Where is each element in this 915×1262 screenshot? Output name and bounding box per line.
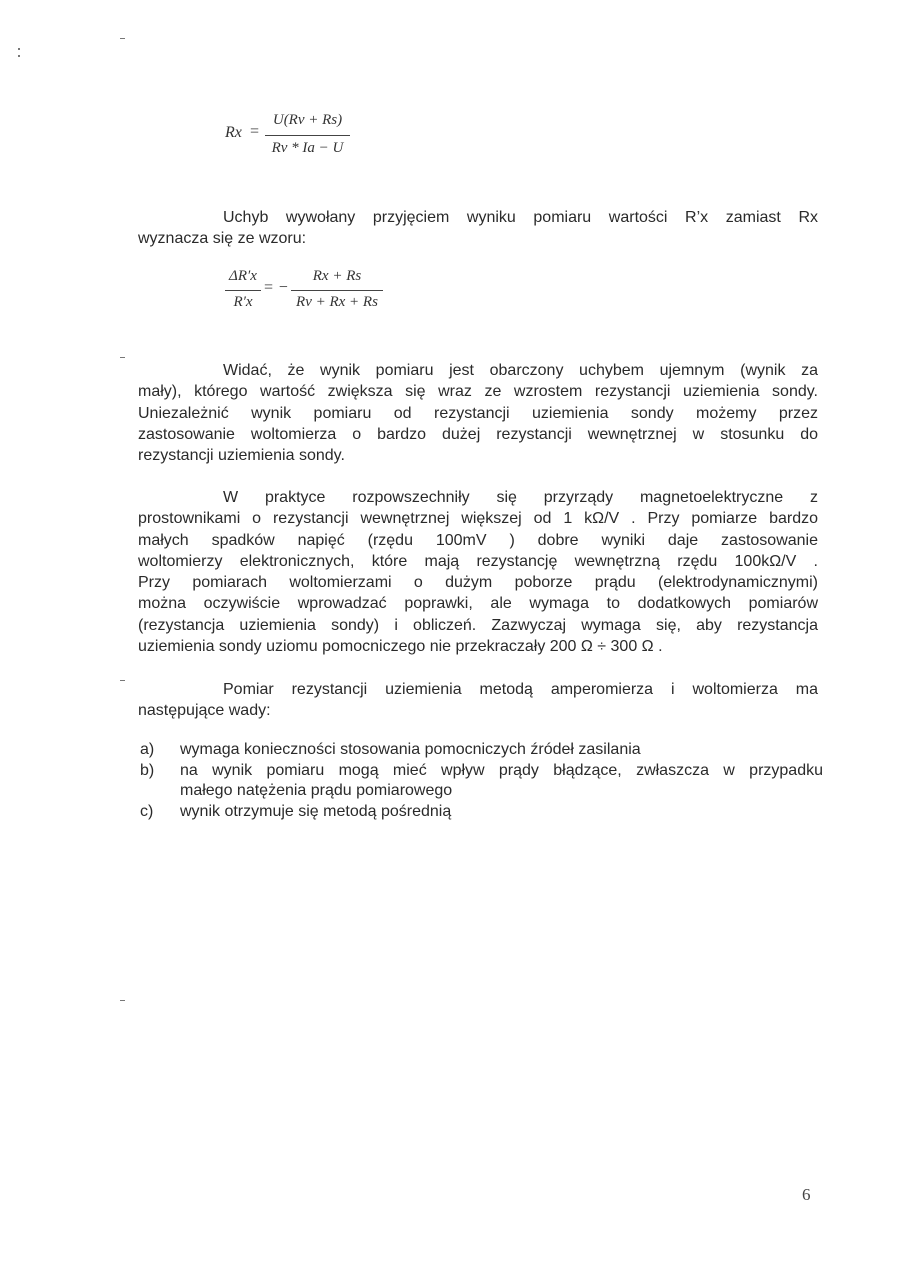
formula-rhs-numerator: Rx + Rs (312, 268, 362, 284)
paragraph-line: (rezystancja uziemienia sondy) i obliczeń. Zazwyczaj wymaga się, aby rezystancja (138, 616, 818, 634)
list-item-text: wynik otrzymuje się metodą pośrednią (180, 803, 452, 820)
formula-rx (225, 112, 365, 162)
list-item-text: małego natężenia prądu pomiarowego (180, 782, 453, 799)
formula-equals: = (249, 123, 260, 140)
fraction-bar (291, 290, 383, 291)
paragraph-line: wyznacza się ze wzoru: (138, 230, 307, 248)
page-number: 6 (802, 1185, 811, 1204)
paragraph-line: następujące wady: (138, 702, 271, 720)
paragraph-error-intro (138, 207, 818, 250)
paragraph-line: rezystancji uziemienia sondy. (138, 447, 345, 465)
formula-numerator: U(Rv + Rs) (272, 112, 343, 128)
paragraph-line: Przy pomiarach woltomierzami o dużym poborze prądu (elektrodynamicznymi) (138, 574, 818, 592)
paragraph-line: woltomierzy elektronicznych, które mają rezystancję wewnętrzną rzędu 100kΩ/V . (138, 552, 818, 570)
fraction-bar (225, 290, 261, 291)
formula-equals-minus: = − (263, 279, 289, 296)
list-marker: c) (140, 803, 154, 820)
paragraph-line: uziemienia sondy uziomu pomocniczego nie przekraczały 200 Ω ÷ 300 Ω . (138, 638, 663, 656)
formula-rhs-denominator: Rv + Rx + Rs (296, 294, 378, 310)
list-marker: b) (140, 762, 155, 779)
scan-speck (120, 680, 125, 681)
paragraph-line: Uchyb wywołany przyjęciem wyniku pomiaru wartości R’x zamiast Rx (223, 209, 818, 226)
formula-lhs-denominator: R′x (233, 294, 253, 310)
paragraph-line: W praktyce rozpowszechniły się przyrządy magnetoelektryczne z (223, 489, 818, 506)
paragraph-negative-error (138, 360, 818, 466)
formula-denominator: Rv * Ia − U (271, 140, 344, 156)
list-item (138, 802, 823, 822)
fraction-bar (265, 135, 350, 136)
list-item-text: wymaga konieczności stosowania pomocniczych źródeł zasilania (180, 741, 641, 758)
paragraph-line: Uniezależnić wynik pomiaru od rezystancji uziemienia sondy możemy przez (138, 404, 818, 422)
scan-speck (120, 1000, 125, 1001)
drawbacks-list (138, 740, 823, 823)
formula-lhs: Rx (225, 124, 242, 141)
paragraph-line: mały), którego wartość zwiększa się wraz ze wzrostem rezystancji uziemienia sondy. (138, 383, 818, 401)
paragraph-line: Widać, że wynik pomiaru jest obarczony uchybem ujemnym (wynik za (223, 362, 818, 379)
paragraph-line: Pomiar rezystancji uziemienia metodą amperomierza i woltomierza ma (223, 681, 818, 698)
paragraph-line: małych spadków napięć (rzędu 100mV ) dobre wyniki daje zastosowanie (138, 531, 818, 549)
paragraph-line: zastosowanie woltomierza o bardzo dużej rezystancji wewnętrznej w stosunku do (138, 425, 818, 443)
scan-speck (18, 55, 20, 57)
paragraph-line: można oczywiście wprowadzać poprawki, ale wymaga to dodatkowych pomiarów (138, 595, 818, 613)
paragraph-line: prostownikami o rezystancji wewnętrznej większej od 1 kΩ/V . Przy pomiarze bardzo (138, 510, 818, 528)
scan-speck (120, 357, 125, 358)
scan-speck (120, 38, 125, 39)
formula-lhs-numerator: ΔR′x (229, 268, 257, 284)
list-item-text: na wynik pomiaru mogą mieć wpływ prądy błądzące, zwłaszcza w przypadku (180, 762, 823, 779)
list-item (138, 740, 823, 760)
formula-error (225, 268, 395, 320)
list-marker: a) (140, 741, 155, 758)
paragraph-practice (138, 487, 818, 657)
paragraph-drawbacks-intro (138, 679, 818, 722)
scan-speck (18, 48, 20, 50)
list-item (138, 761, 823, 801)
